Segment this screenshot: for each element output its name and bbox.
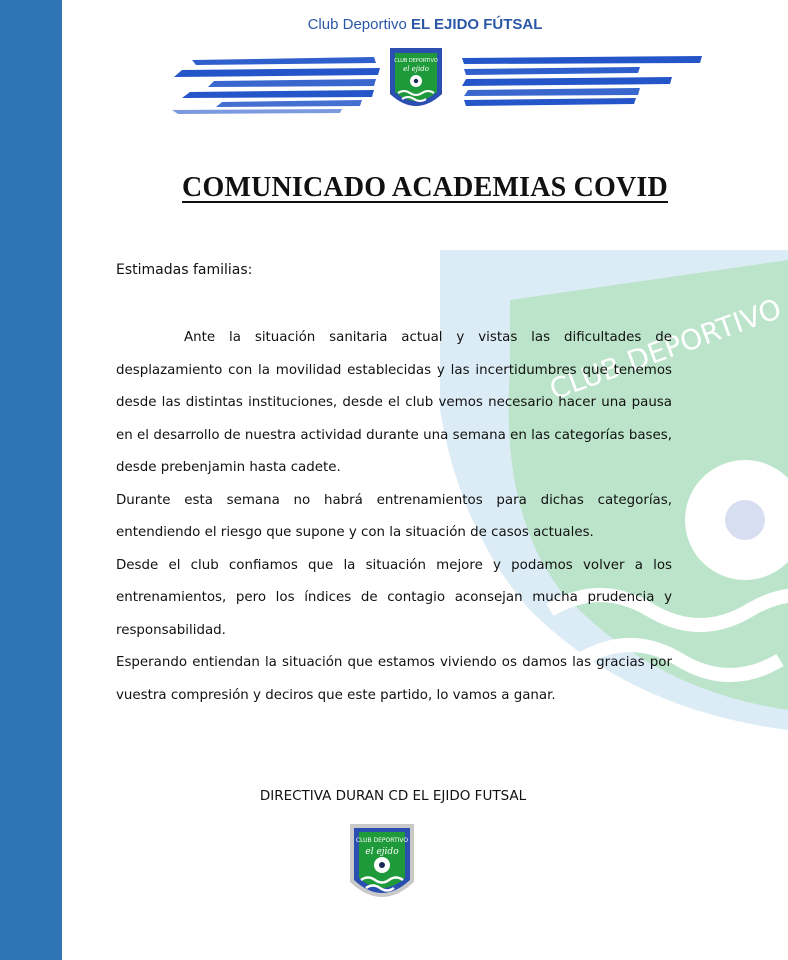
crest-bottom-line2: el ejido xyxy=(365,847,399,857)
greeting: Estimadas familias: xyxy=(116,262,253,278)
paragraph-4: Esperando entiendan la situación que estamos viviendo os damos las gracias por vuestra compresión y deciros que este partido, lo vamos a ganar. xyxy=(116,655,672,703)
club-crest-logo-top xyxy=(386,44,446,116)
crest-top-line2: el ejido xyxy=(403,65,429,73)
document-body xyxy=(116,322,672,712)
paragraph-1: Ante la situación sanitaria actual y vistas las dificultades de desplazamiento con la movilidad establecidas y las incertidumbres que tenemos desde las distintas instituciones, desde el club vemos necesario hacer una pausa en el desarrollo de nuestra actividad durante una semana en las categorías bases, desde prebenjamin hasta cadete. xyxy=(116,330,672,475)
crest-bottom-line1: CLUB DEPORTIVO xyxy=(355,837,409,844)
club-crest-logo-bottom xyxy=(344,818,420,910)
club-header-name: EL EJIDO FÚTSAL xyxy=(410,16,543,33)
club-header-prefix: Club Deportivo xyxy=(307,16,411,33)
paragraph-2: Durante esta semana no habrá entrenamientos para dichas categorías, entendiendo el riesgo que supone y con la situación de casos actuales. xyxy=(116,492,672,540)
signature: DIRECTIVA DURAN CD EL EJIDO FUTSAL xyxy=(259,788,527,804)
left-margin-bar xyxy=(0,0,62,960)
document-title-text: COMUNICADO ACADEMIAS COVID xyxy=(182,172,668,203)
document-title xyxy=(62,172,788,204)
club-header xyxy=(62,16,788,33)
watermark-text: CLUB DEPORTIVO xyxy=(545,291,786,407)
paragraph-3: Desde el club confiamos que la situación mejore y podamos volver a los entrenamientos, pero los índices de contagio aconsejan mucha prudencia y responsabilidad. xyxy=(116,557,672,638)
crest-top-line1: CLUB DEPORTIVO xyxy=(394,58,438,64)
